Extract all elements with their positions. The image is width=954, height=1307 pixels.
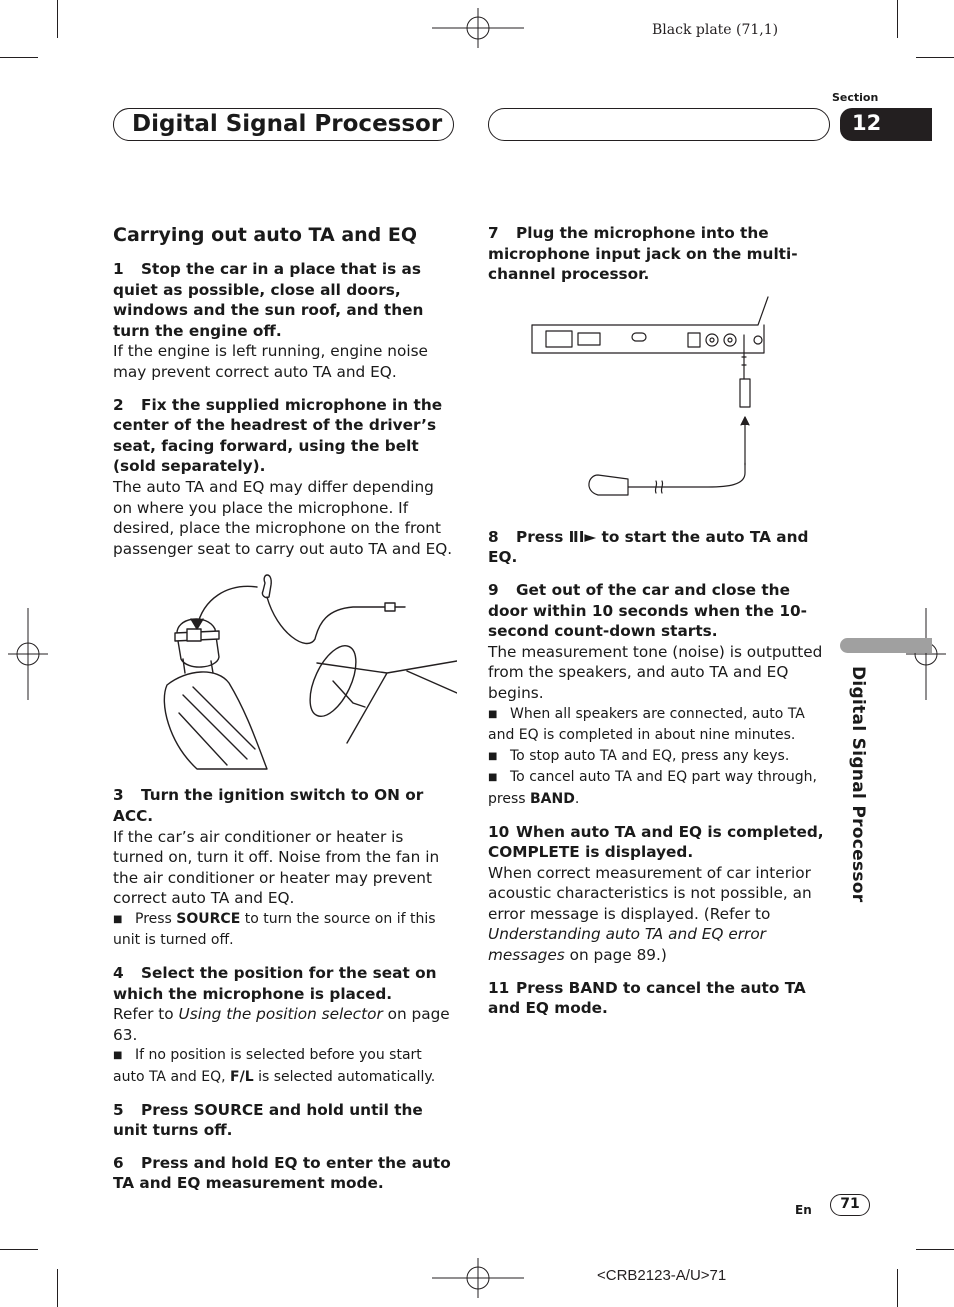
body-text: When correct measurement of car interior acoustic characteristics is not possible, an error message is displayed. (Refer to xyxy=(488,863,812,923)
bullet-icon: ■ xyxy=(488,772,498,784)
note-text: . xyxy=(574,790,580,807)
step-text: Turn the ignition switch to ON or ACC. xyxy=(113,786,424,825)
step-10-title xyxy=(488,822,830,863)
page-number: 71 xyxy=(830,1194,870,1216)
crop-mark xyxy=(0,1249,38,1250)
crop-mark xyxy=(897,0,898,38)
header-empty-pill xyxy=(488,108,830,141)
step-number: 8 xyxy=(488,527,499,546)
step-8-title xyxy=(488,527,830,568)
step-text: Press ⅡI► to start the auto TA and EQ. xyxy=(488,527,809,567)
step-6-title xyxy=(113,1153,455,1194)
step-9-note-2 xyxy=(488,746,830,768)
step-number: 3 xyxy=(113,786,124,805)
step-text: Stop the car in a place that is as quiet as possible, close all doors, windows and the sun roof, and then turn the engine off. xyxy=(113,260,424,340)
registration-mark-bottom xyxy=(432,1258,524,1298)
step-number: 11 xyxy=(488,978,510,997)
step-9-title xyxy=(488,580,830,642)
note-text: If no position is selected before you start auto TA and EQ, xyxy=(113,1047,422,1086)
step-number: 6 xyxy=(113,1153,124,1172)
note-text: To stop auto TA and EQ, press any keys. xyxy=(510,747,790,764)
step-text: Press and hold EQ to enter the auto TA and EQ measurement mode. xyxy=(113,1153,451,1193)
section-number: 12 xyxy=(852,111,882,135)
step-9-body: The measurement tone (noise) is outputted from the speakers, and auto TA and EQ begins. xyxy=(488,642,823,702)
language-label: En xyxy=(795,1203,812,1217)
step-9-note-1 xyxy=(488,704,830,746)
note-text: When all speakers are connected, auto TA and EQ is completed in about nine minutes. xyxy=(488,705,805,744)
step-number: 2 xyxy=(113,395,124,414)
cross-reference: Understanding auto TA and EQ error messages xyxy=(488,925,766,965)
step-text: Get out of the car and close the door within 10 seconds when the 10-second count-down starts. xyxy=(488,580,807,641)
key-label: BAND xyxy=(530,790,575,807)
step-4-note xyxy=(113,1045,455,1087)
left-column xyxy=(113,223,455,1194)
side-tab-bar xyxy=(840,638,932,653)
section-heading: Carrying out auto TA and EQ xyxy=(113,224,418,246)
registration-mark-top xyxy=(432,8,524,48)
step-11-title xyxy=(488,978,830,1019)
step-10-body xyxy=(488,863,830,966)
step-number: 7 xyxy=(488,224,499,242)
page-title: Digital Signal Processor xyxy=(132,111,443,137)
document-code: <CRB2123-A/U>71 xyxy=(597,1267,727,1284)
step-7-title xyxy=(488,223,830,285)
crop-mark xyxy=(897,1269,898,1307)
step-number: 4 xyxy=(113,964,124,983)
note-text: to turn the source on if this unit is turned off. xyxy=(113,910,436,949)
step-1-title xyxy=(113,259,455,341)
step-text: Select the position for the seat on which the microphone is placed. xyxy=(113,964,437,1003)
section-number-badge xyxy=(840,108,932,141)
note-text: Press xyxy=(135,910,177,927)
page-title-pill xyxy=(113,108,454,141)
crop-mark xyxy=(57,1269,58,1307)
step-3-title xyxy=(113,785,455,826)
crop-mark xyxy=(57,0,58,38)
step-number: 5 xyxy=(113,1100,124,1119)
step-text: Fix the supplied microphone in the center of the headrest of the driver’s seat, facing forward, using the belt (sold separately). xyxy=(113,395,443,476)
registration-mark-right xyxy=(906,608,946,700)
step-2-body: The auto TA and EQ may differ depending on where you place the microphone. If desired, place the microphone on the front passenger seat to carry out auto TA and EQ. xyxy=(113,477,453,558)
right-column xyxy=(488,223,830,1019)
body-text: on page 89.) xyxy=(564,946,667,965)
key-label: SOURCE xyxy=(176,910,241,927)
side-title: Digital Signal Processor xyxy=(848,666,868,903)
step-3-note xyxy=(113,909,455,951)
microphone-headrest-illustration xyxy=(157,573,457,773)
plate-label: Black plate (71,1) xyxy=(652,22,779,38)
body-text: Refer to xyxy=(113,1005,179,1024)
bullet-icon: ■ xyxy=(113,913,123,925)
step-9-note-3 xyxy=(488,767,830,809)
registration-mark-left xyxy=(8,608,48,700)
step-text: Press SOURCE and hold until the unit turns off. xyxy=(113,1100,423,1140)
step-1-body: If the engine is left running, engine noise may prevent correct auto TA and EQ. xyxy=(113,342,428,381)
step-2-title xyxy=(113,395,455,477)
crop-mark xyxy=(916,57,954,58)
step-4-title xyxy=(113,963,455,1004)
crop-mark xyxy=(0,57,38,58)
body-text: on page 63. xyxy=(113,1005,450,1044)
step-text: Press BAND to cancel the auto TA and EQ mode. xyxy=(488,978,806,1018)
step-5-title xyxy=(113,1100,455,1141)
key-label: F/L xyxy=(230,1069,254,1086)
step-4-body xyxy=(113,1004,455,1045)
step-number: 1 xyxy=(113,260,124,278)
step-text: Plug the microphone into the microphone input jack on the multi-channel processor. xyxy=(488,224,798,284)
section-label: Section xyxy=(832,91,879,104)
step-number: 9 xyxy=(488,580,499,599)
step-3-body: If the car’s air conditioner or heater is turned on, turn it off. Noise from the fan in the air conditioner or heater may prevent correct auto TA and EQ. xyxy=(113,827,440,908)
crop-mark xyxy=(916,1249,954,1250)
processor-mic-jack-illustration xyxy=(528,295,828,515)
bullet-icon: ■ xyxy=(113,1050,123,1062)
step-number: 10 xyxy=(488,822,510,841)
bullet-icon: ■ xyxy=(488,750,498,762)
step-text: When auto TA and EQ is completed, COMPLETE is displayed. xyxy=(488,822,824,862)
note-text: To cancel auto TA and EQ part way through, press xyxy=(488,769,817,807)
bullet-icon: ■ xyxy=(488,708,498,720)
cross-reference: Using the position selector xyxy=(178,1005,383,1024)
note-text: is selected automatically. xyxy=(253,1069,436,1086)
